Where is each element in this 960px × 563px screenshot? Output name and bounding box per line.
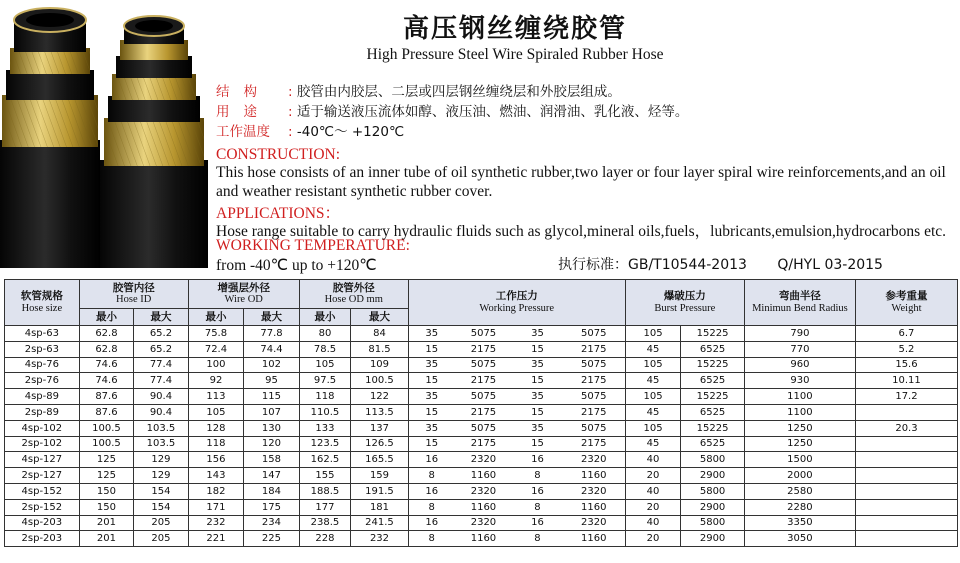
table-cell: 74.6 xyxy=(79,357,134,373)
table-cell: 84 xyxy=(351,326,409,342)
table-cell: 15 xyxy=(408,404,454,420)
table-cell: 5075 xyxy=(563,389,626,405)
table-cell: 3050 xyxy=(744,531,855,547)
table-cell: 1100 xyxy=(744,389,855,405)
table-cell: 8 xyxy=(512,499,562,515)
table-cell: 184 xyxy=(244,483,300,499)
temperature-label: WORKING TEMPERATURE: xyxy=(216,237,410,254)
table-cell: 6525 xyxy=(681,404,745,420)
table-cell: 20.3 xyxy=(855,420,957,436)
table-cell: 87.6 xyxy=(79,404,134,420)
header-min: 最小 xyxy=(188,309,244,326)
table-cell: 5075 xyxy=(455,420,513,436)
hose-cross-section-icon xyxy=(0,0,210,268)
table-cell: 4sp-63 xyxy=(5,326,80,342)
table-cell: 102 xyxy=(244,357,300,373)
table-cell: 8 xyxy=(408,468,454,484)
table-cell: 62.8 xyxy=(79,341,134,357)
table-cell: 109 xyxy=(351,357,409,373)
table-cell: 162.5 xyxy=(299,452,350,468)
table-cell: 15225 xyxy=(681,326,745,342)
table-cell: 2900 xyxy=(681,468,745,484)
cn-spec-temperature: 工作温度 : -40℃～ +120℃ xyxy=(216,120,404,140)
table-cell: 1160 xyxy=(455,468,513,484)
header-max: 最大 xyxy=(351,309,409,326)
table-cell: 234 xyxy=(244,515,300,531)
table-cell: 129 xyxy=(134,468,189,484)
table-cell: 35 xyxy=(408,326,454,342)
header-weight: 参考重量 Weight xyxy=(855,280,957,326)
table-cell: 130 xyxy=(244,420,300,436)
table-cell: 1160 xyxy=(563,468,626,484)
header-hose-size: 软管规格 Hose size xyxy=(5,280,80,326)
table-cell: 16 xyxy=(512,452,562,468)
temperature-text: from -40℃ up to +120℃ xyxy=(216,257,377,274)
table-cell xyxy=(855,452,957,468)
table-cell: 2900 xyxy=(681,531,745,547)
table-cell xyxy=(855,468,957,484)
table-cell: 105 xyxy=(188,404,244,420)
table-cell: 175 xyxy=(244,499,300,515)
table-cell: 15.6 xyxy=(855,357,957,373)
table-cell: 90.4 xyxy=(134,389,189,405)
table-cell: 87.6 xyxy=(79,389,134,405)
table-cell: 35 xyxy=(408,420,454,436)
table-cell: 16 xyxy=(408,483,454,499)
table-row xyxy=(5,436,958,452)
table-cell: 15 xyxy=(512,373,562,389)
table-cell: 4sp-76 xyxy=(5,357,80,373)
header-min: 最小 xyxy=(299,309,350,326)
table-cell: 4sp-152 xyxy=(5,483,80,499)
table-cell: 103.5 xyxy=(134,436,189,452)
table-cell: 35 xyxy=(512,389,562,405)
table-cell: 15225 xyxy=(681,389,745,405)
table-cell: 150 xyxy=(79,483,134,499)
table-cell: 115 xyxy=(244,389,300,405)
table-cell: 156 xyxy=(188,452,244,468)
table-cell: 78.5 xyxy=(299,341,350,357)
table-cell: 1100 xyxy=(744,404,855,420)
table-cell: 75.8 xyxy=(188,326,244,342)
table-cell: 105 xyxy=(625,357,681,373)
table-cell: 2sp-89 xyxy=(5,404,80,420)
table-row xyxy=(5,404,958,420)
table-cell: 181 xyxy=(351,499,409,515)
table-cell: 92 xyxy=(188,373,244,389)
cn-spec-label: 用途 xyxy=(216,104,271,120)
page-title-cn: 高压钢丝缠绕胶管 xyxy=(402,14,627,44)
cn-spec-construction: 结构 : 胶管由内胶层、二层或四层钢丝缠绕层和外胶层组成。 xyxy=(216,80,621,100)
table-cell: 17.2 xyxy=(855,389,957,405)
table-cell: 960 xyxy=(744,357,855,373)
table-cell: 5075 xyxy=(455,389,513,405)
table-cell: 125 xyxy=(79,452,134,468)
table-row xyxy=(5,515,958,531)
table-cell: 205 xyxy=(134,531,189,547)
table-cell: 228 xyxy=(299,531,350,547)
table-cell xyxy=(855,499,957,515)
table-cell: 6525 xyxy=(681,373,745,389)
table-cell: 35 xyxy=(512,420,562,436)
table-cell: 1500 xyxy=(744,452,855,468)
table-cell: 930 xyxy=(744,373,855,389)
standard-label: 执行标准：GB/T10544-2013 xyxy=(558,257,747,273)
header-burst-pressure: 爆破压力 Burst Pressure xyxy=(625,280,744,326)
table-cell: 45 xyxy=(625,341,681,357)
table-cell: 16 xyxy=(512,483,562,499)
table-cell xyxy=(855,404,957,420)
table-cell: 15225 xyxy=(681,420,745,436)
table-cell: 2175 xyxy=(563,404,626,420)
table-cell: 45 xyxy=(625,404,681,420)
table-cell: 35 xyxy=(512,326,562,342)
table-cell: 1250 xyxy=(744,436,855,452)
table-cell: 35 xyxy=(408,357,454,373)
table-cell: 16 xyxy=(408,452,454,468)
table-cell: 5800 xyxy=(681,483,745,499)
table-row xyxy=(5,341,958,357)
spec-table-body xyxy=(5,326,958,547)
table-cell: 74.6 xyxy=(79,373,134,389)
table-cell: 77.4 xyxy=(134,373,189,389)
table-cell: 2175 xyxy=(563,436,626,452)
table-cell: 2320 xyxy=(563,452,626,468)
table-cell: 2320 xyxy=(455,483,513,499)
table-cell: 16 xyxy=(512,515,562,531)
table-cell: 205 xyxy=(134,515,189,531)
table-cell: 105 xyxy=(625,420,681,436)
standard-line xyxy=(558,254,909,274)
table-row xyxy=(5,531,958,547)
table-cell: 40 xyxy=(625,483,681,499)
construction-text-line1: This hose consists of an inner tube of oil synthetic rubber,two layer or four layer spiral wire reinforcements,and an oil xyxy=(216,164,946,181)
table-row xyxy=(5,373,958,389)
table-cell: 65.2 xyxy=(134,341,189,357)
table-cell: 105 xyxy=(625,326,681,342)
table-cell: 107 xyxy=(244,404,300,420)
table-cell: 1160 xyxy=(455,531,513,547)
table-cell xyxy=(855,531,957,547)
cn-spec-value: -40℃～ +120℃ xyxy=(296,124,405,140)
table-cell: 1160 xyxy=(563,531,626,547)
table-cell: 165.5 xyxy=(351,452,409,468)
header-bend-radius: 弯曲半径 Minimun Bend Radius xyxy=(744,280,855,326)
construction-label: CONSTRUCTION: xyxy=(216,146,341,163)
table-cell: 150 xyxy=(79,499,134,515)
table-cell: 238.5 xyxy=(299,515,350,531)
table-cell: 118 xyxy=(188,436,244,452)
table-cell: 4sp-89 xyxy=(5,389,80,405)
table-cell: 155 xyxy=(299,468,350,484)
table-cell: 45 xyxy=(625,373,681,389)
table-cell: 143 xyxy=(188,468,244,484)
table-cell: 113.5 xyxy=(351,404,409,420)
table-cell: 5075 xyxy=(455,326,513,342)
table-cell: 2175 xyxy=(563,341,626,357)
header-hose-od: 胶管外径 Hose OD mm xyxy=(299,280,408,309)
table-cell: 147 xyxy=(244,468,300,484)
table-cell: 4sp-102 xyxy=(5,420,80,436)
table-cell xyxy=(855,436,957,452)
header-hose-id: 胶管内径 Hose ID xyxy=(79,280,188,309)
table-cell: 10.11 xyxy=(855,373,957,389)
table-cell: 2sp-127 xyxy=(5,468,80,484)
table-cell: 15 xyxy=(408,341,454,357)
table-cell: 35 xyxy=(408,389,454,405)
cn-spec-value: 胶管由内胶层、二层或四层钢丝缠绕层和外胶层组成。 xyxy=(296,84,621,100)
table-cell: 2175 xyxy=(455,373,513,389)
table-row xyxy=(5,420,958,436)
table-cell: 125 xyxy=(79,468,134,484)
table-cell: 15225 xyxy=(681,357,745,373)
table-cell: 105 xyxy=(299,357,350,373)
table-cell: 126.5 xyxy=(351,436,409,452)
header-max: 最大 xyxy=(244,309,300,326)
table-cell: 177 xyxy=(299,499,350,515)
table-cell: 77.8 xyxy=(244,326,300,342)
table-cell: 20 xyxy=(625,531,681,547)
table-cell: 3350 xyxy=(744,515,855,531)
table-cell: 201 xyxy=(79,515,134,531)
table-cell: 2175 xyxy=(455,436,513,452)
table-cell: 2320 xyxy=(455,452,513,468)
table-cell: 6525 xyxy=(681,436,745,452)
table-cell: 2sp-63 xyxy=(5,341,80,357)
table-row xyxy=(5,483,958,499)
table-cell: 103.5 xyxy=(134,420,189,436)
table-cell: 201 xyxy=(79,531,134,547)
table-row xyxy=(5,468,958,484)
header-max: 最大 xyxy=(134,309,189,326)
table-row xyxy=(5,326,958,342)
table-cell: 105 xyxy=(625,389,681,405)
table-cell: 90.4 xyxy=(134,404,189,420)
table-cell: 790 xyxy=(744,326,855,342)
hose-photo xyxy=(0,0,210,268)
table-cell: 154 xyxy=(134,483,189,499)
table-cell: 1160 xyxy=(563,499,626,515)
table-cell: 15 xyxy=(408,436,454,452)
table-cell: 8 xyxy=(408,531,454,547)
table-cell: 62.8 xyxy=(79,326,134,342)
header-min: 最小 xyxy=(79,309,134,326)
table-cell: 221 xyxy=(188,531,244,547)
table-cell: 1160 xyxy=(455,499,513,515)
table-cell: 6.7 xyxy=(855,326,957,342)
table-cell: 74.4 xyxy=(244,341,300,357)
table-cell: 120 xyxy=(244,436,300,452)
table-cell: 158 xyxy=(244,452,300,468)
table-cell: 123.5 xyxy=(299,436,350,452)
table-cell: 4sp-127 xyxy=(5,452,80,468)
table-cell: 8 xyxy=(512,468,562,484)
table-cell: 2175 xyxy=(455,341,513,357)
table-cell: 171 xyxy=(188,499,244,515)
table-cell: 15 xyxy=(512,436,562,452)
table-cell: 770 xyxy=(744,341,855,357)
cn-spec-application: 用途 : 适于输送液压流体如醇、液压油、燃油、润滑油、乳化液、烃等。 xyxy=(216,100,688,120)
table-cell: 15 xyxy=(408,373,454,389)
cn-spec-label: 工作温度 xyxy=(216,124,270,140)
table-cell: 15 xyxy=(512,404,562,420)
table-cell: 110.5 xyxy=(299,404,350,420)
spec-table xyxy=(4,279,958,547)
table-cell: 122 xyxy=(351,389,409,405)
table-cell: 113 xyxy=(188,389,244,405)
table-cell: 15 xyxy=(512,341,562,357)
table-cell: 97.5 xyxy=(299,373,350,389)
table-row xyxy=(5,357,958,373)
table-cell: 5075 xyxy=(563,420,626,436)
table-cell: 137 xyxy=(351,420,409,436)
table-cell: 2320 xyxy=(563,483,626,499)
table-cell: 40 xyxy=(625,515,681,531)
table-cell: 2sp-76 xyxy=(5,373,80,389)
table-cell: 100 xyxy=(188,357,244,373)
table-cell: 80 xyxy=(299,326,350,342)
table-cell: 16 xyxy=(408,515,454,531)
table-cell: 72.4 xyxy=(188,341,244,357)
table-cell: 2320 xyxy=(455,515,513,531)
table-cell: 95 xyxy=(244,373,300,389)
table-cell: 2175 xyxy=(455,404,513,420)
table-cell: 128 xyxy=(188,420,244,436)
applications-label: APPLICATIONS： xyxy=(216,205,341,222)
table-cell: 2sp-203 xyxy=(5,531,80,547)
cn-spec-value: 适于输送液压流体如醇、液压油、燃油、润滑油、乳化液、烃等。 xyxy=(296,104,689,120)
table-cell: 154 xyxy=(134,499,189,515)
page-title-en: High Pressure Steel Wire Spiraled Rubber Hose xyxy=(366,46,664,63)
table-cell xyxy=(855,515,957,531)
table-cell: 100.5 xyxy=(351,373,409,389)
header-working-pressure: 工作压力 Working Pressure xyxy=(408,280,625,326)
table-row xyxy=(5,389,958,405)
table-cell: 182 xyxy=(188,483,244,499)
construction-text-line2: and weather resistant synthetic rubber cover. xyxy=(216,183,493,200)
table-cell: 8 xyxy=(512,531,562,547)
standard-extra: Q/HYL 03-2015 xyxy=(777,257,883,273)
applications-text: Hose range suitable to carry hydraulic fluids such as glycol,mineral oils,fuels，lubricants,emulsion,hydrocarbons etc. xyxy=(216,223,947,240)
table-row xyxy=(5,499,958,515)
table-cell: 5075 xyxy=(455,357,513,373)
table-cell: 191.5 xyxy=(351,483,409,499)
table-cell: 45 xyxy=(625,436,681,452)
table-cell: 2580 xyxy=(744,483,855,499)
table-cell: 2900 xyxy=(681,499,745,515)
table-cell: 6525 xyxy=(681,341,745,357)
table-cell: 129 xyxy=(134,452,189,468)
table-cell: 2000 xyxy=(744,468,855,484)
table-row xyxy=(5,452,958,468)
table-cell: 20 xyxy=(625,499,681,515)
table-cell: 81.5 xyxy=(351,341,409,357)
header-wire-od: 增强层外径 Wire OD xyxy=(188,280,299,309)
table-cell: 20 xyxy=(625,468,681,484)
table-cell: 241.5 xyxy=(351,515,409,531)
table-cell: 35 xyxy=(512,357,562,373)
table-cell: 65.2 xyxy=(134,326,189,342)
table-cell: 188.5 xyxy=(299,483,350,499)
table-cell: 5075 xyxy=(563,326,626,342)
table-cell: 8 xyxy=(408,499,454,515)
table-cell: 1250 xyxy=(744,420,855,436)
table-cell: 232 xyxy=(188,515,244,531)
table-cell: 100.5 xyxy=(79,436,134,452)
table-cell: 2320 xyxy=(563,515,626,531)
table-cell: 225 xyxy=(244,531,300,547)
table-cell: 5800 xyxy=(681,515,745,531)
table-cell: 5.2 xyxy=(855,341,957,357)
table-cell: 118 xyxy=(299,389,350,405)
cn-spec-label: 结构 xyxy=(216,84,271,100)
table-cell: 40 xyxy=(625,452,681,468)
table-cell: 2sp-102 xyxy=(5,436,80,452)
table-cell: 2sp-152 xyxy=(5,499,80,515)
table-cell: 5075 xyxy=(563,357,626,373)
table-cell: 2175 xyxy=(563,373,626,389)
table-cell: 232 xyxy=(351,531,409,547)
table-cell: 4sp-203 xyxy=(5,515,80,531)
table-cell: 5800 xyxy=(681,452,745,468)
table-cell xyxy=(855,483,957,499)
table-cell: 100.5 xyxy=(79,420,134,436)
table-cell: 159 xyxy=(351,468,409,484)
table-cell: 133 xyxy=(299,420,350,436)
table-cell: 2280 xyxy=(744,499,855,515)
table-cell: 77.4 xyxy=(134,357,189,373)
